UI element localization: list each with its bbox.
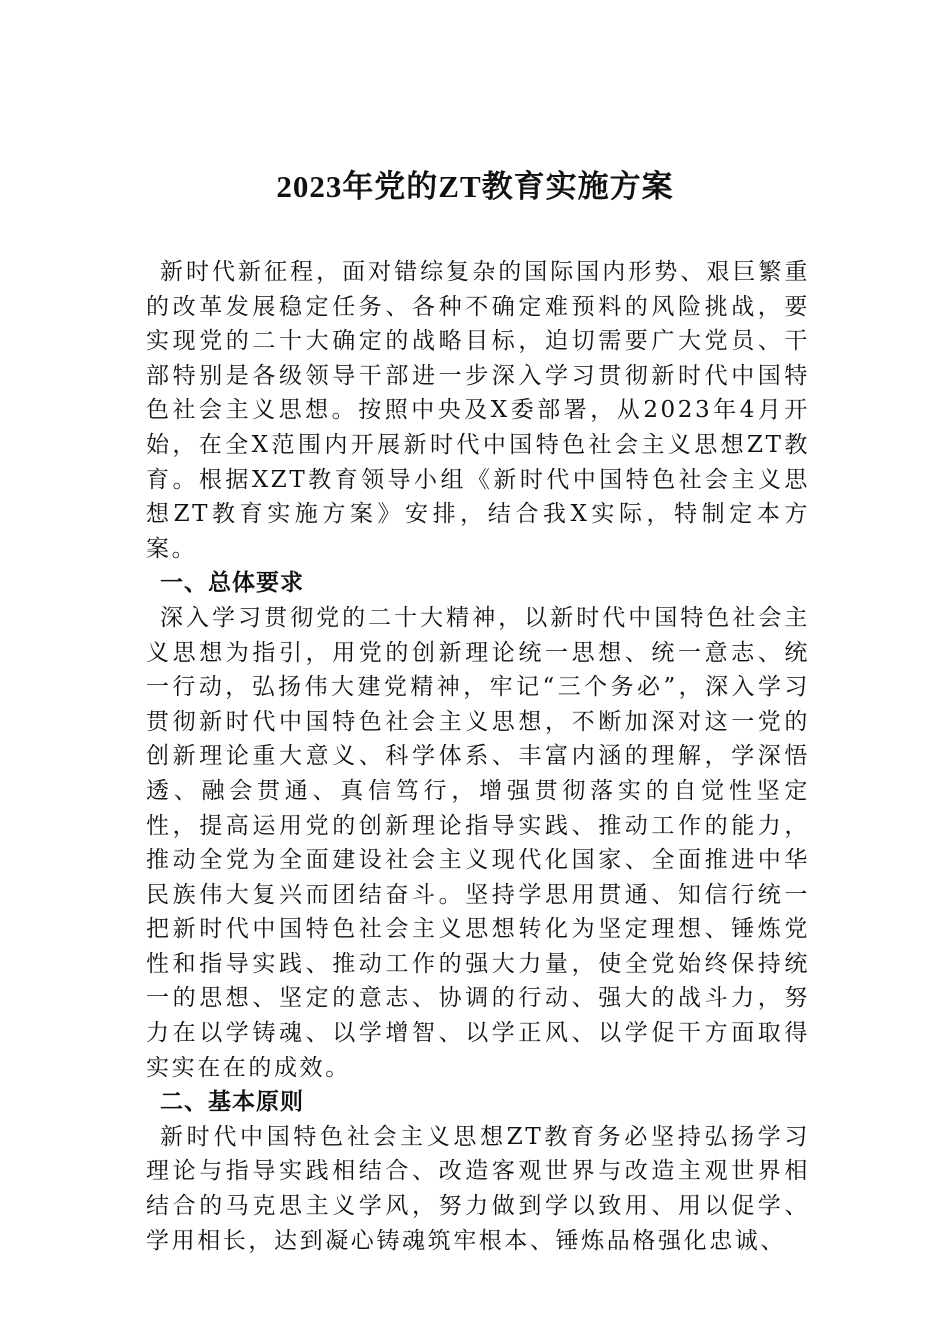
section-paragraph-general-requirements: 深入学习贯彻党的二十大精神，以新时代中国特色社会主义思想为指引，用党的创新理论统一思想、统一意志、统一行动，弘扬伟大建党精神，牢记“三个务必”，深入学习贯彻新时代中国特色社会主义思想，不断加深对这一党的创新理论重大意义、科学体系、丰富内涵的理解，学深悟透、融会贯通、真信笃行，增强贯彻落实的自觉性坚定性，提高运用党的创新理论指导实践、推动工作的能力，推动全党为全面建设社会主义现代化国家、全面推进中华民族伟大复兴而团结奋斗。坚持学思用贯通、知信行统一把新时代中国特色社会主义思想转化为坚定理想、锤炼党性和指导实践、推动工作的强大力量，使全党始终保持统一的思想、坚定的意志、协调的行动、强大的战斗力，努力在以学铸魂、以学增智、以学正风、以学促干方面取得实实在在的成效。: [146, 604, 810, 1081]
document-body: [146, 255, 810, 1258]
section-heading-general-requirements: 一、总体要求: [160, 570, 304, 597]
section-paragraph-basic-principles: 新时代中国特色社会主义思想ZT教育务必坚持弘扬学习理论与指导实践相结合、改造客观世界与改造主观世界相结合的马克思主义学风，努力做到学以致用、用以促学、学用相长，达到凝心铸魂筑牢根本、锤炼品格强化忠诚、: [146, 1123, 810, 1254]
intro-paragraph: 新时代新征程，面对错综复杂的国际国内形势、艰巨繁重的改革发展稳定任务、各种不确定难预料的风险挑战，要实现党的二十大确定的战略目标，迫切需要广大党员、干部特别是各级领导干部进一步深入学习贯彻新时代中国特色社会主义思想。按照中央及X委部署，从2023年4月开始，在全X范围内开展新时代中国特色社会主义思想ZT教育。根据XZT教育领导小组《新时代中国特色社会主义思想ZT教育实施方案》安排，结合我X实际，特制定本方案。: [146, 259, 810, 562]
section-heading-basic-principles: 二、基本原则: [160, 1089, 304, 1116]
document-title: 2023年党的ZT教育实施方案: [276, 169, 674, 204]
